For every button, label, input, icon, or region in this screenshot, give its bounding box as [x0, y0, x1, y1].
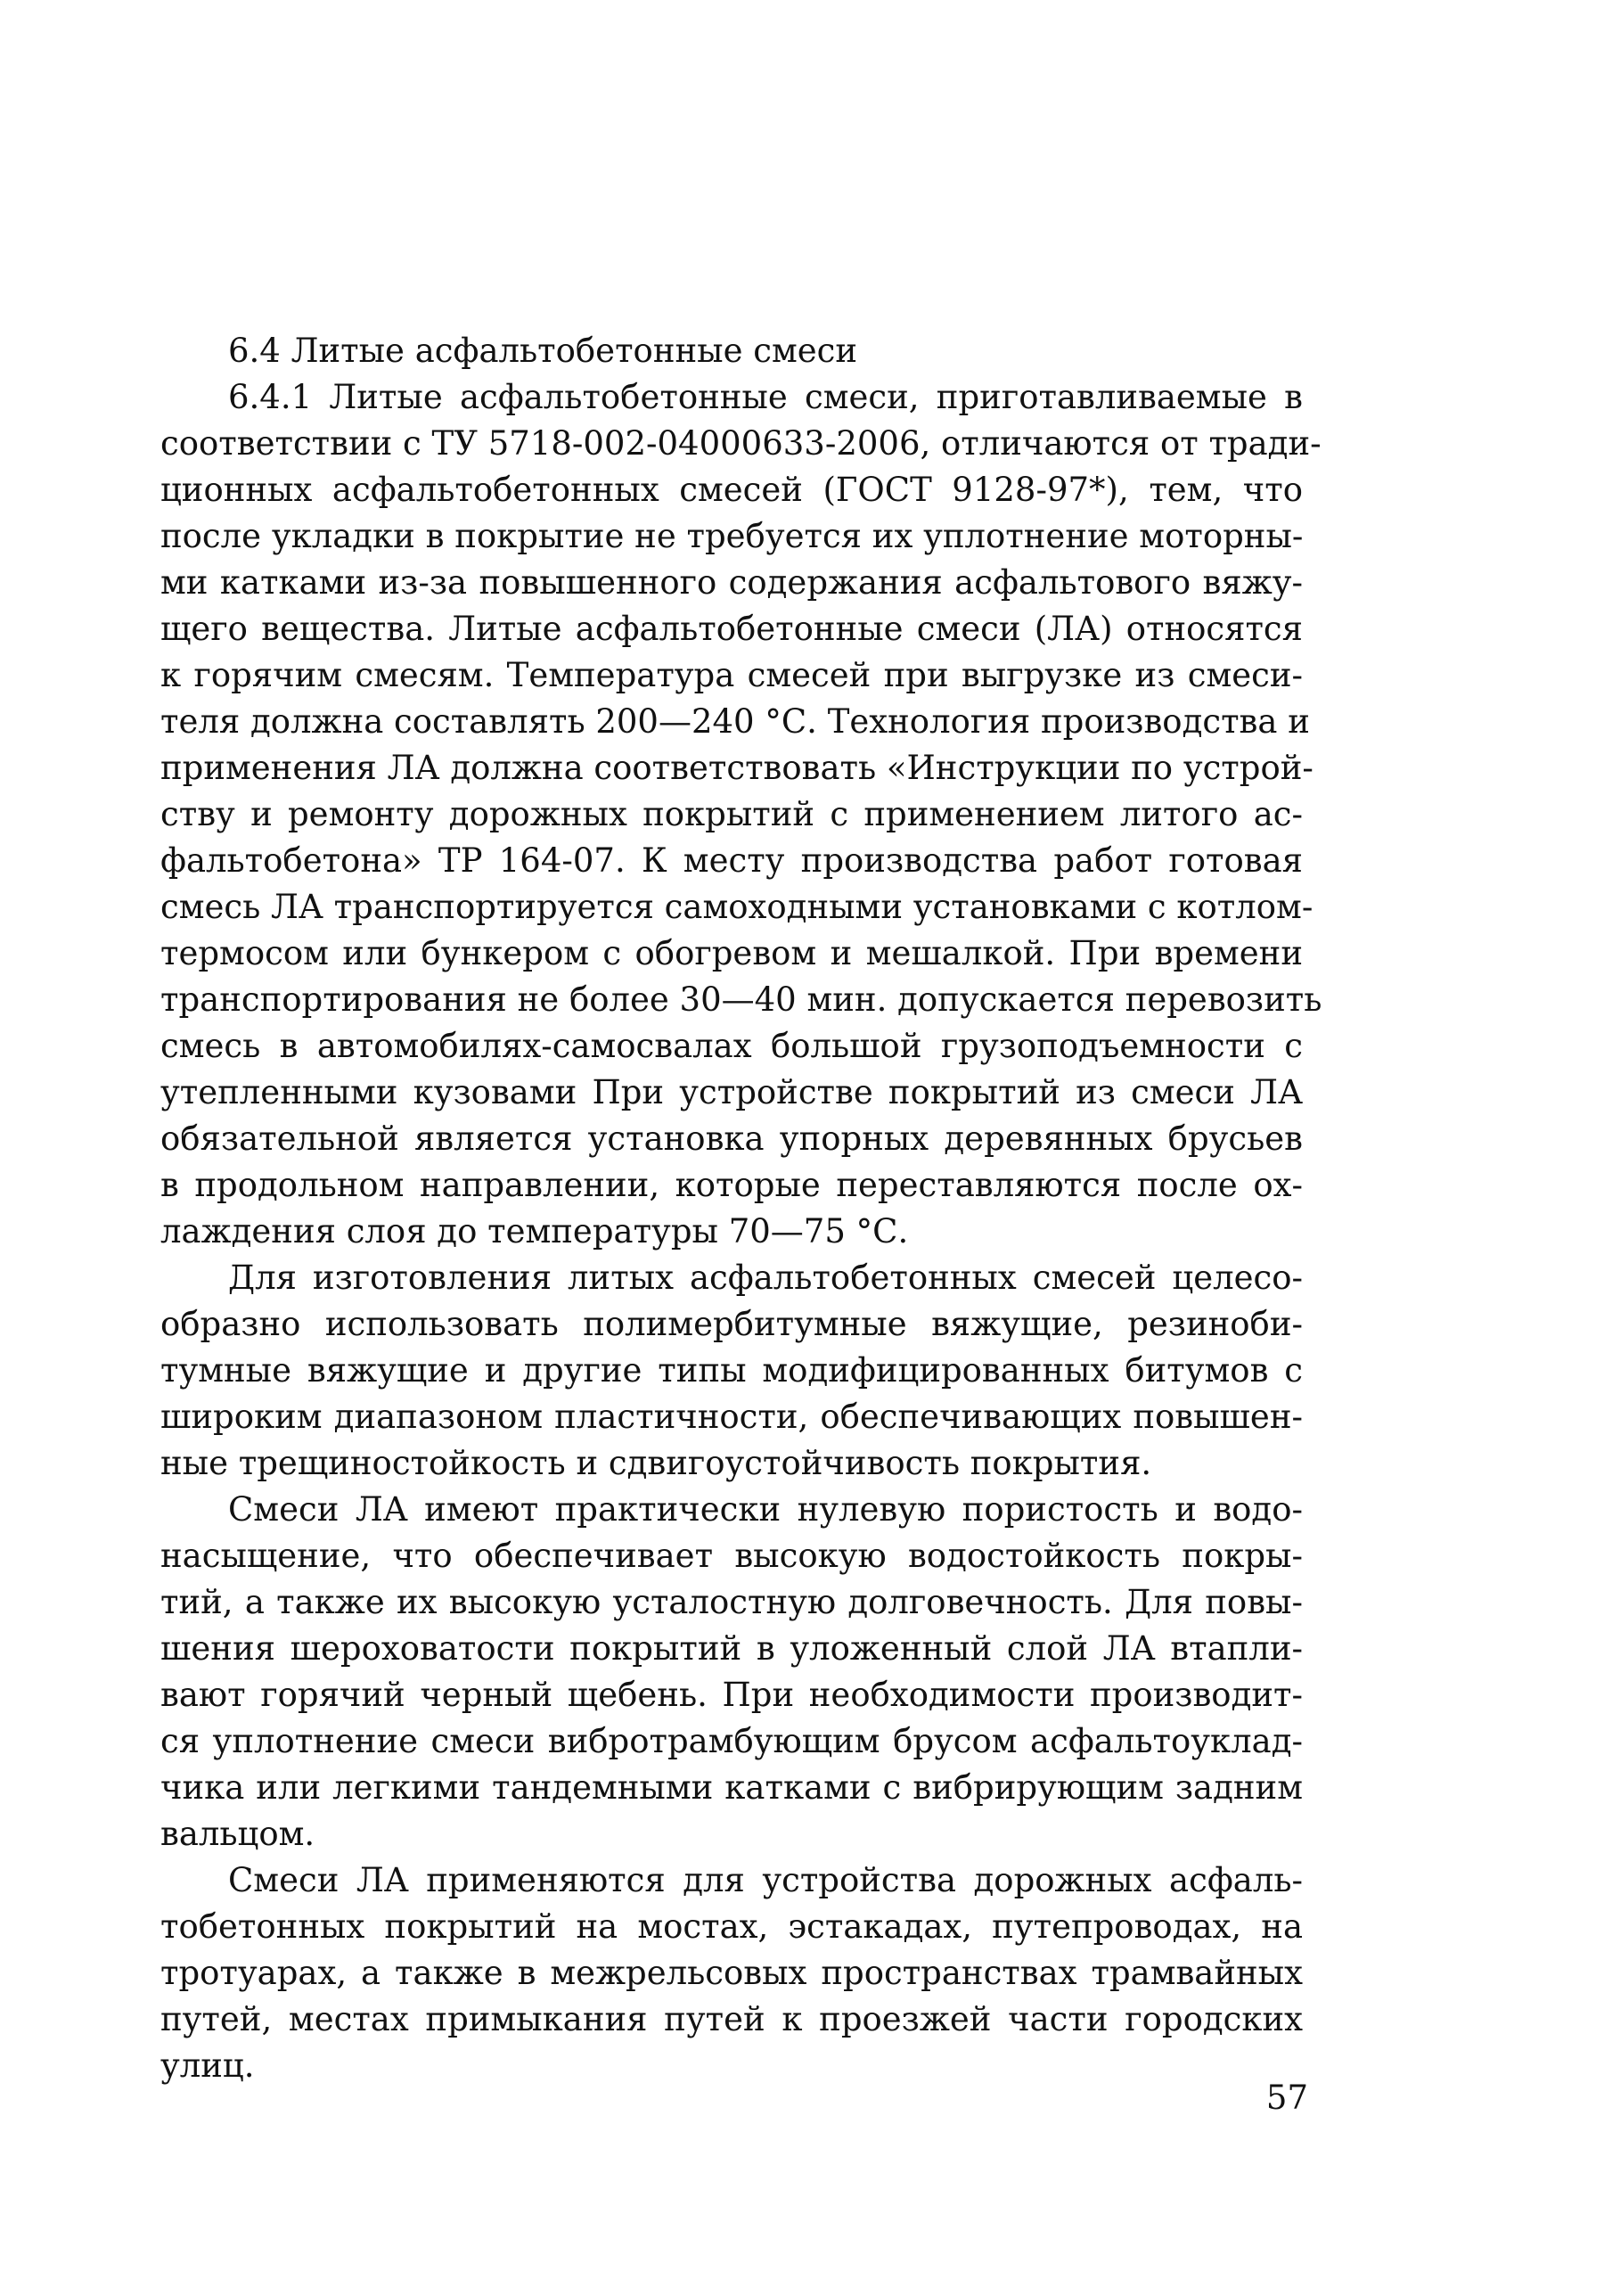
text-line: соответствии с ТУ 5718-002-04000633-2006, отличаются от тради- — [160, 424, 1322, 463]
text-line: Смеси ЛА применяются для устройства дорожных асфаль- — [228, 1861, 1303, 1899]
text-line: транспортирования не более 30—40 мин. допускается перевозить — [160, 980, 1322, 1019]
paragraph-3 — [160, 1487, 1303, 1857]
text-line: применения ЛА должна соответствовать «Инструкции по устрой- — [160, 749, 1313, 787]
text-line: вают горячий черный щебень. При необходимости производит- — [160, 1676, 1303, 1714]
page-number: 57 — [1265, 2079, 1308, 2117]
text-line: обязательной является установка упорных деревянных брусьев — [160, 1119, 1303, 1158]
section-heading: 6.4 Литые асфальтобетонные смеси — [228, 332, 858, 370]
text-line: Для изготовления литых асфальтобетонных смесей целесо- — [228, 1259, 1303, 1297]
text-line: Смеси ЛА имеют практически нулевую пористость и водо- — [228, 1490, 1303, 1529]
text-line: ству и ремонту дорожных покрытий с применением литого ас- — [160, 795, 1303, 833]
text-line: улиц. — [160, 2046, 255, 2085]
text-line: щего вещества. Литые асфальтобетонные смеси (ЛА) относятся — [160, 610, 1303, 648]
text-line: чика или легкими тандемными катками с вибрирующим задним — [160, 1768, 1303, 1807]
paragraph-2 — [160, 1255, 1303, 1487]
paragraph-1 — [160, 374, 1322, 1255]
text-line: теля должна составлять 200—240 °С. Технология производства и — [160, 702, 1310, 741]
text-line: ми катками из-за повышенного содержания асфальтового вяжу- — [160, 563, 1303, 602]
text-line: образно использовать полимербитумные вяжущие, резиноби- — [160, 1305, 1303, 1343]
text-line: вальцом. — [160, 1815, 315, 1853]
body-text — [160, 328, 1322, 2089]
text-line: ные трещиностойкость и сдвигоустойчивость покрытия. — [160, 1444, 1152, 1482]
text-line: насыщение, что обеспечивает высокую водостойкость покры- — [160, 1537, 1303, 1575]
text-line: к горячим смесям. Температура смесей при выгрузке из смеси- — [160, 656, 1303, 694]
text-line: утепленными кузовами При устройстве покрытий из смеси ЛА — [160, 1073, 1303, 1111]
text-line: путей, местах примыкания путей к проезжей части городских — [160, 2000, 1303, 2038]
text-line: шения шероховатости покрытий в уложенный слой ЛА втапли- — [160, 1629, 1303, 1668]
text-line: в продольном направлении, которые переставляются после ох- — [160, 1166, 1303, 1204]
text-line: термосом или бункером с обогревом и мешалкой. При времени — [160, 934, 1303, 972]
text-line: ционных асфальтобетонных смесей (ГОСТ 9128-97*), тем, что — [160, 471, 1303, 509]
text-line: ся уплотнение смеси вибротрамбующим брусом асфальтоуклад- — [160, 1722, 1303, 1760]
paragraph-4 — [160, 1857, 1303, 2089]
text-line: после укладки в покрытие не требуется их уплотнение моторны- — [160, 517, 1304, 555]
text-line: тротуарах, а также в межрельсовых пространствах трамвайных — [160, 1954, 1303, 1992]
text-line: широким диапазоном пластичности, обеспечивающих повышен- — [160, 1398, 1303, 1436]
text-line: тобетонных покрытий на мостах, эстакадах, путепроводах, на — [160, 1907, 1303, 1946]
text-line: лаждения слоя до температуры 70—75 °С. — [160, 1212, 909, 1250]
text-line: смесь ЛА транспортируется самоходными установками с котлом- — [160, 888, 1313, 926]
text-line: 6.4.1 Литые асфальтобетонные смеси, приготавливаемые в — [228, 378, 1303, 416]
text-line: тумные вяжущие и другие типы модифицированных битумов с — [160, 1351, 1303, 1390]
text-line: тий, а также их высокую усталостную долговечность. Для повы- — [160, 1583, 1303, 1621]
text-line: фальтобетона» ТР 164-07. К месту производства работ готовая — [160, 841, 1303, 880]
text-line: смесь в автомобилях-самосвалах большой грузоподъемности с — [160, 1027, 1303, 1065]
